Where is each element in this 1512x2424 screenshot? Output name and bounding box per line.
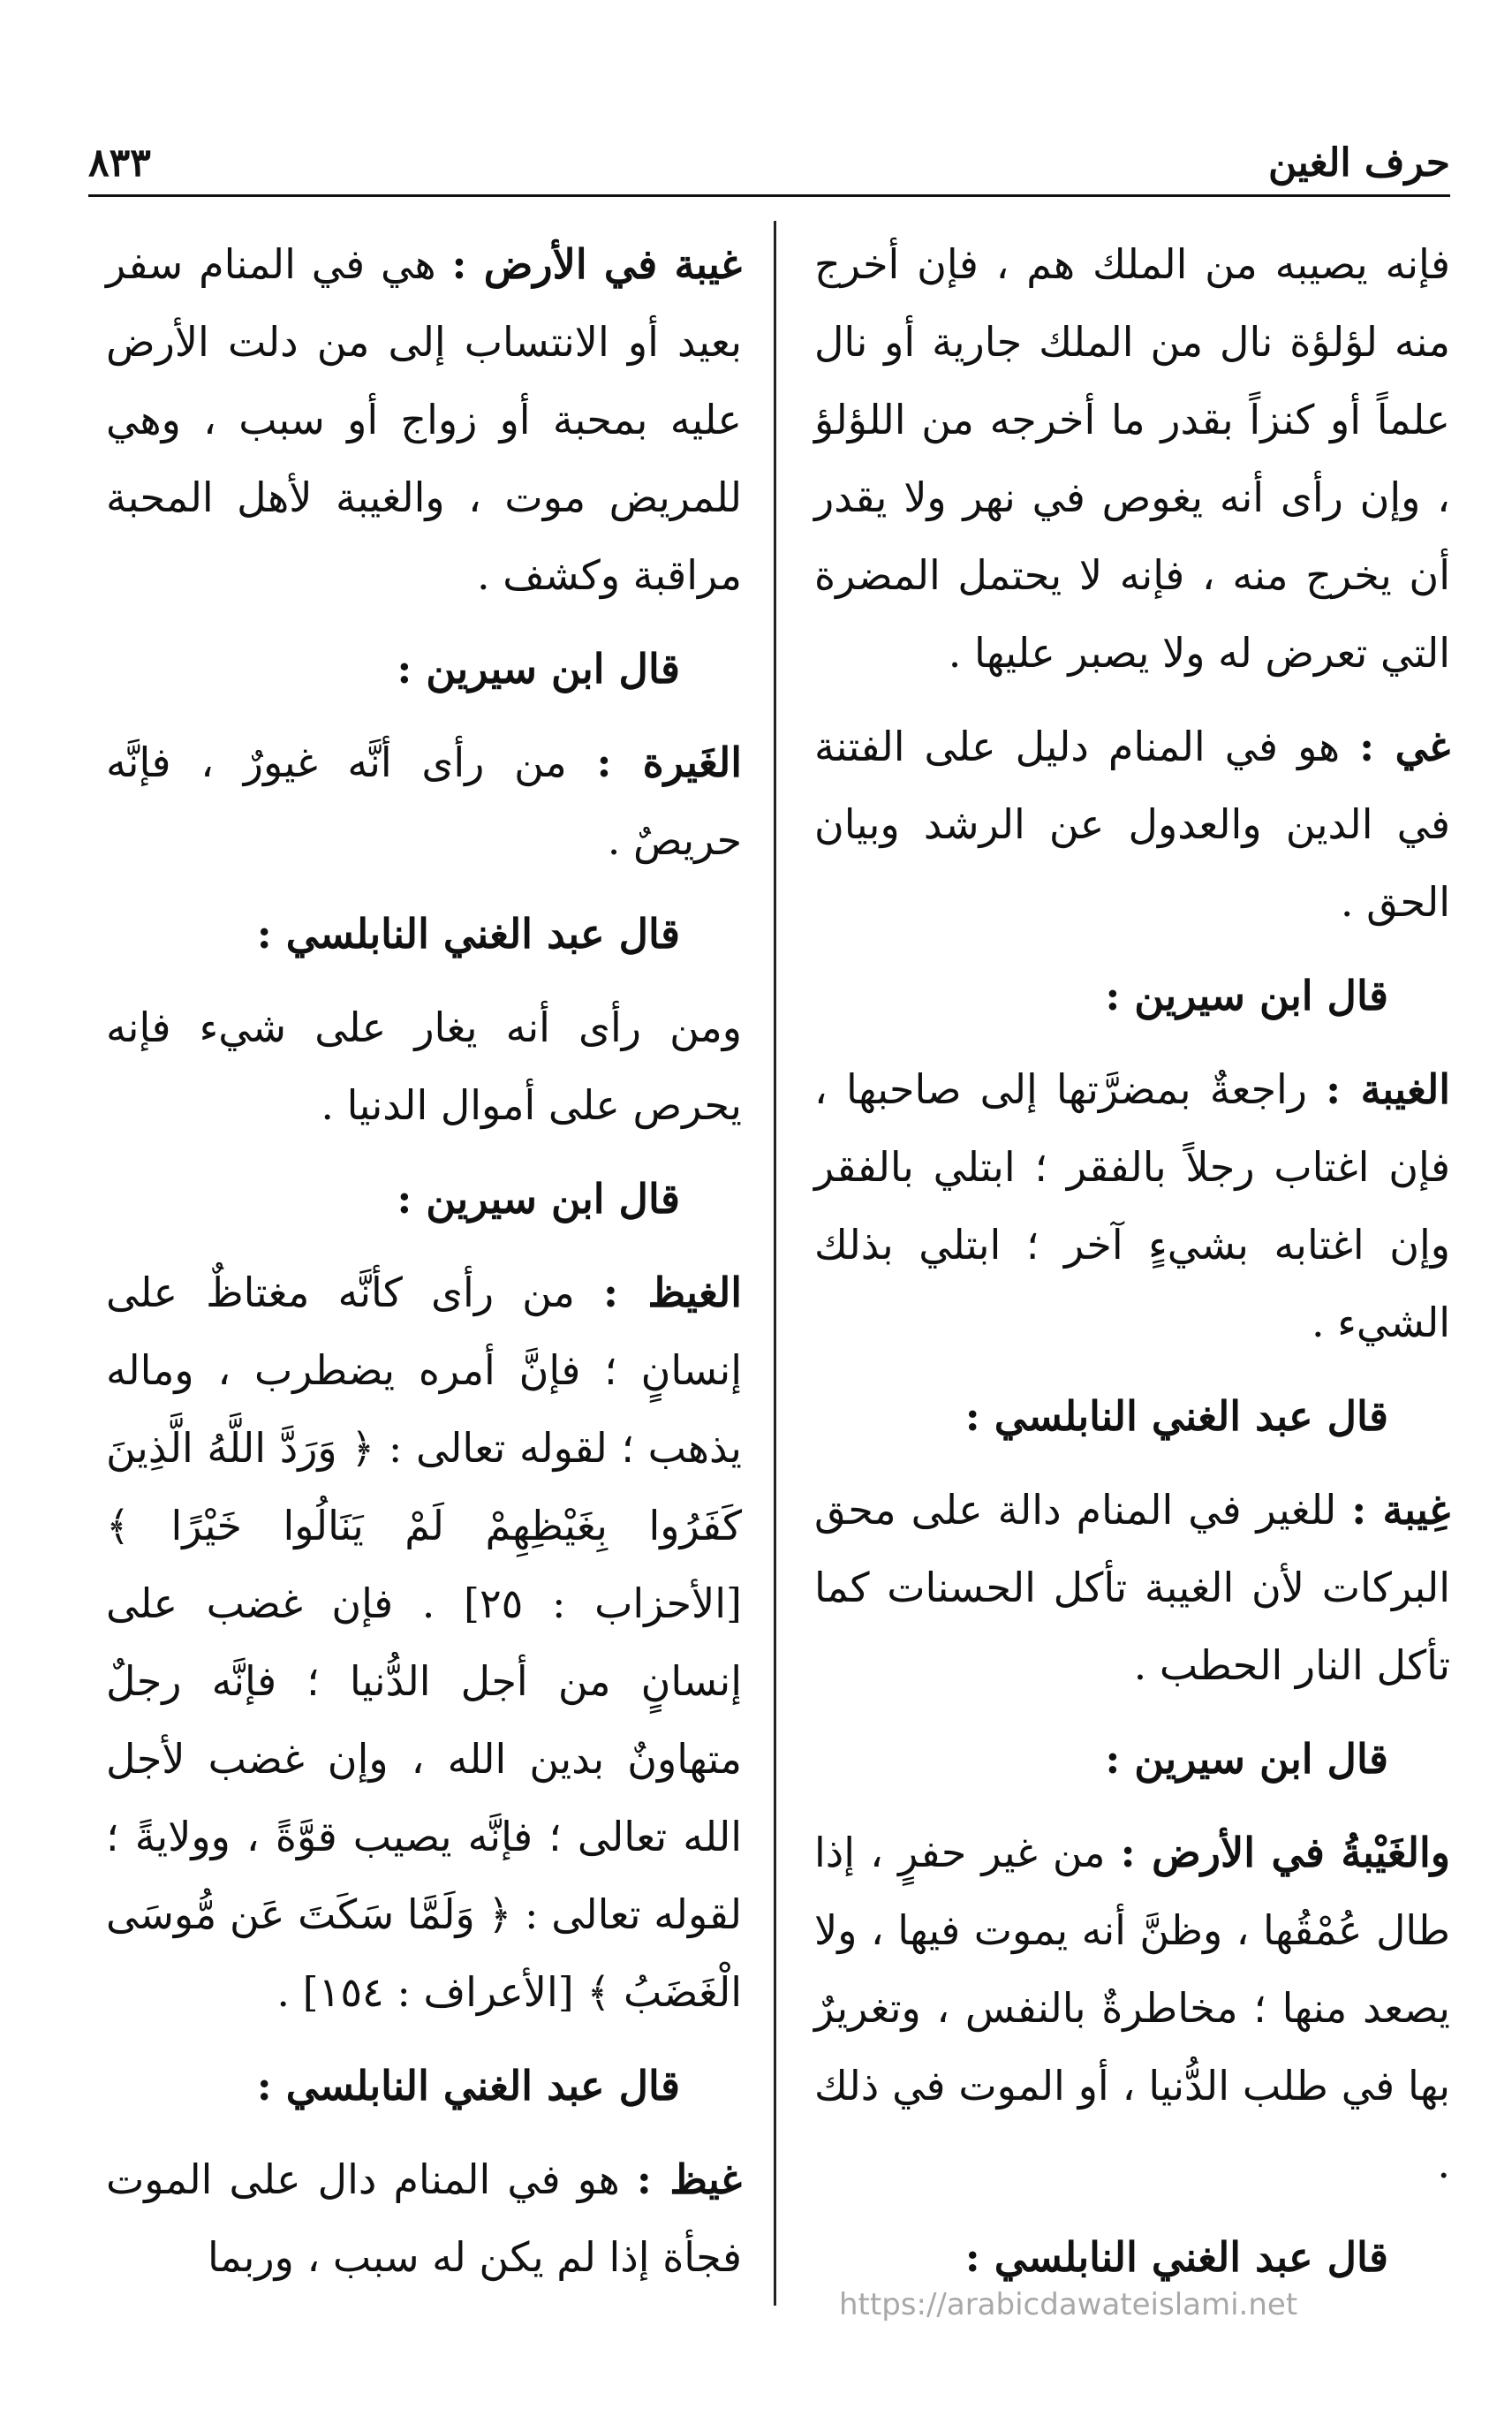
paragraph: ومن رأى أنه يغار على شيء فإنه يحرص على أموال الدنيا .: [106, 1004, 742, 1129]
entry: [106, 1254, 742, 2031]
entry-body: راجعةٌ بمضرَّتها إلى صاحبها ، فإن اغتاب رجلاً بالفقر ؛ ابتلي بالفقر وإن اغتابه بشيءٍ آخر ؛ ابتلي بذلك الشيء .: [814, 1065, 1450, 1346]
entry: [106, 2140, 742, 2296]
entry: [814, 1814, 1450, 2202]
attribution-heading: قال عبد الغني النابلسي :: [964, 1392, 1388, 1440]
attribution-heading: قال ابن سيرين :: [397, 1175, 680, 1223]
watermark-url: https://arabicdawateislami.net: [839, 2287, 1298, 2322]
entry-body: من رأى كأنَّه مغتاظٌ على إنسانٍ ؛ فإنَّ أمره يضطرب ، وماله يذهب ؛ لقوله تعالى : ﴿ وَرَدَّ اللَّهُ الَّذِينَ كَفَرُوا بِغَيْظِهِمْ لَمْ يَنَالُوا خَيْرًا ﴾ [الأحزاب : ٢٥] . فإن غضب على إنسانٍ من أجل الدُّنيا ؛ فإنَّه رجلٌ متهاونٌ بدين الله ، وإن غضب لأجل الله تعالى ؛ فإنَّه يصيب قوَّةً ، وولايةً ؛ لقوله تعالى : ﴿ وَلَمَّا سَكَتَ عَن مُّوسَى الْغَضَبُ ﴾ [الأعراف : ١٥٤] .: [106, 1269, 742, 2016]
attribution-heading: قال ابن سيرين :: [397, 645, 680, 693]
entry-body: من رأى أنَّه غيورٌ ، فإنَّه حريصٌ .: [106, 739, 742, 864]
page-header: [88, 133, 1450, 197]
left-column: [106, 225, 742, 2292]
entry: [814, 708, 1450, 941]
entry-heading: غي :: [1359, 723, 1450, 770]
entry-body: للغير في المنام دالة على محق البركات لأن الغيبة تأكل الحسنات كما تأكل النار الحطب .: [814, 1486, 1450, 1689]
entry-body: هي في المنام سفر بعيد أو الانتساب إلى من دلت الأرض عليه بمحبة أو زواج أو سبب ، وهي للمريض موت ، والغيبة لأهل المحبة مراقبة وكشف .: [106, 240, 742, 599]
entry-heading: الغيبة :: [1326, 1065, 1450, 1113]
entry: [814, 1471, 1450, 1704]
attribution-heading: قال عبد الغني النابلسي :: [256, 2062, 680, 2110]
entry: [106, 225, 742, 614]
column-divider: [774, 221, 776, 2306]
entry: [106, 723, 742, 879]
attribution-heading: قال ابن سيرين :: [1105, 972, 1388, 1019]
right-column: [814, 225, 1450, 2292]
entry-body: من غير حفرٍ ، إذا طال عُمْقُها ، وظنَّ أنه يموت فيها ، ولا يصعد منها ؛ مخاطرةٌ بالنفس ، وتغريرٌ بها في طلب الدُّنيا ، أو الموت في ذلك .: [814, 1829, 1450, 2187]
entry-body: هو في المنام دال على الموت فجأة إذا لم يكن له سبب ، وربما: [106, 2155, 742, 2281]
entry-heading: غِيبة :: [1351, 1486, 1450, 1534]
entry-body: هو في المنام دليل على الفتنة في الدين والعدول عن الرشد وبيان الحق .: [814, 723, 1450, 926]
entry-heading: غيبة في الأرض :: [451, 240, 742, 288]
paragraph: فإنه يصيبه من الملك هم ، فإن أخرج منه لؤلؤة نال من الملك جارية أو نال علماً أو كنزاً بقدر ما أخرجه من اللؤلؤ ، وإن رأى أنه يغوص في نهر ولا يقدر أن يخرج منه ، فإنه لا يحتمل المضرة التي تعرض له ولا يصبر عليها .: [814, 240, 1450, 677]
attribution-heading: قال عبد الغني النابلسي :: [964, 2233, 1388, 2281]
entry-heading: والغَيْبةُ في الأرض :: [1120, 1829, 1451, 1876]
attribution-heading: قال ابن سيرين :: [1105, 1735, 1388, 1783]
entry-heading: غيظ :: [636, 2155, 742, 2203]
entry-heading: الغَيرة :: [596, 739, 742, 786]
page-number: ٨٣٣: [88, 140, 151, 186]
chapter-title: حرف الغين: [1267, 140, 1450, 186]
entry: [814, 1050, 1450, 1361]
entry-heading: الغيظ :: [602, 1269, 743, 1316]
attribution-heading: قال عبد الغني النابلسي :: [256, 910, 680, 958]
